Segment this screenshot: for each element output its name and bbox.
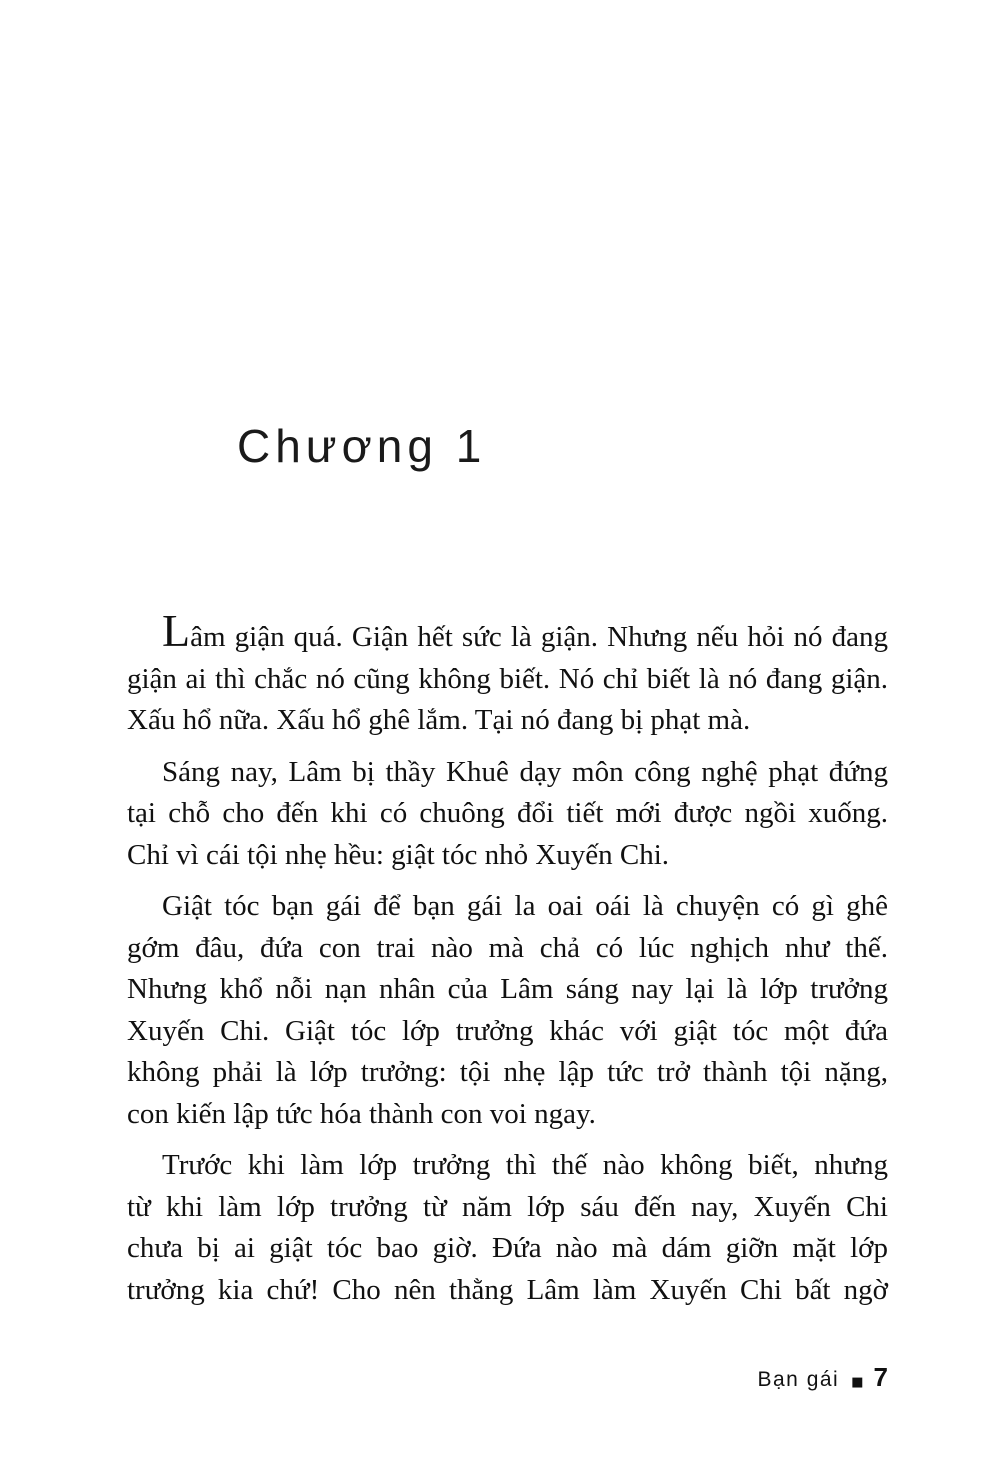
text-line: trưởng kia chứ! Cho nên thằng Lâm làm Xuyến Chi bất ngờ bbox=[127, 1273, 888, 1306]
separator-square-icon: ■ bbox=[851, 1375, 864, 1390]
text-line: Lâm giận quá. Giận hết sức là giận. Nhưng nếu hỏi nó đang bbox=[162, 605, 888, 656]
paragraph-4 bbox=[127, 1145, 888, 1311]
text-line: gớm đâu, đứa con trai nào mà chả có lúc nghịch như thế. bbox=[127, 931, 888, 964]
text-line: con kiến lập tức hóa thành con voi ngay. bbox=[127, 1097, 596, 1130]
text-line: chưa bị ai giật tóc bao giờ. Đứa nào mà dám giỡn mặt lớp bbox=[127, 1232, 888, 1264]
text-line: tại chỗ cho đến khi có chuông đổi tiết mới được ngồi xuống. bbox=[127, 797, 888, 829]
paragraph-2 bbox=[127, 752, 888, 877]
text-line: giận ai thì chắc nó cũng không biết. Nó chỉ biết là nó đang giận. bbox=[127, 662, 888, 695]
paragraph-1 bbox=[127, 605, 888, 742]
chapter-title: Chương 1 bbox=[237, 420, 487, 472]
text-line: Sáng nay, Lâm bị thầy Khuê dạy môn công nghệ phạt đứng bbox=[162, 755, 888, 788]
text-line: Giật tóc bạn gái để bạn gái la oai oái là chuyện có gì ghê bbox=[162, 890, 888, 922]
running-title: Bạn gái bbox=[757, 1368, 840, 1391]
paragraph-3 bbox=[127, 886, 888, 1135]
text-line: không phải là lớp trưởng: tội nhẹ lập tức trở thành tội nặng, bbox=[127, 1056, 888, 1088]
page-number: 7 bbox=[873, 1362, 888, 1392]
chapter-body bbox=[127, 605, 888, 1311]
text-line: từ khi làm lớp trưởng từ năm lớp sáu đến nay, Xuyến Chi bbox=[127, 1190, 888, 1223]
page-footer bbox=[758, 1362, 889, 1393]
text-line: Trước khi làm lớp trưởng thì thế nào không biết, nhưng bbox=[162, 1149, 888, 1181]
text-line: Chỉ vì cái tội nhẹ hều: giật tóc nhỏ Xuyến Chi. bbox=[127, 838, 670, 871]
text-line: Xấu hổ nữa. Xấu hổ ghê lắm. Tại nó đang bị phạt mà. bbox=[127, 704, 751, 736]
text-line: Nhưng khổ nỗi nạn nhân của Lâm sáng nay lại là lớp trưởng bbox=[127, 973, 888, 1005]
text-line: Xuyến Chi. Giật tóc lớp trưởng khác với giật tóc một đứa bbox=[127, 1014, 888, 1047]
